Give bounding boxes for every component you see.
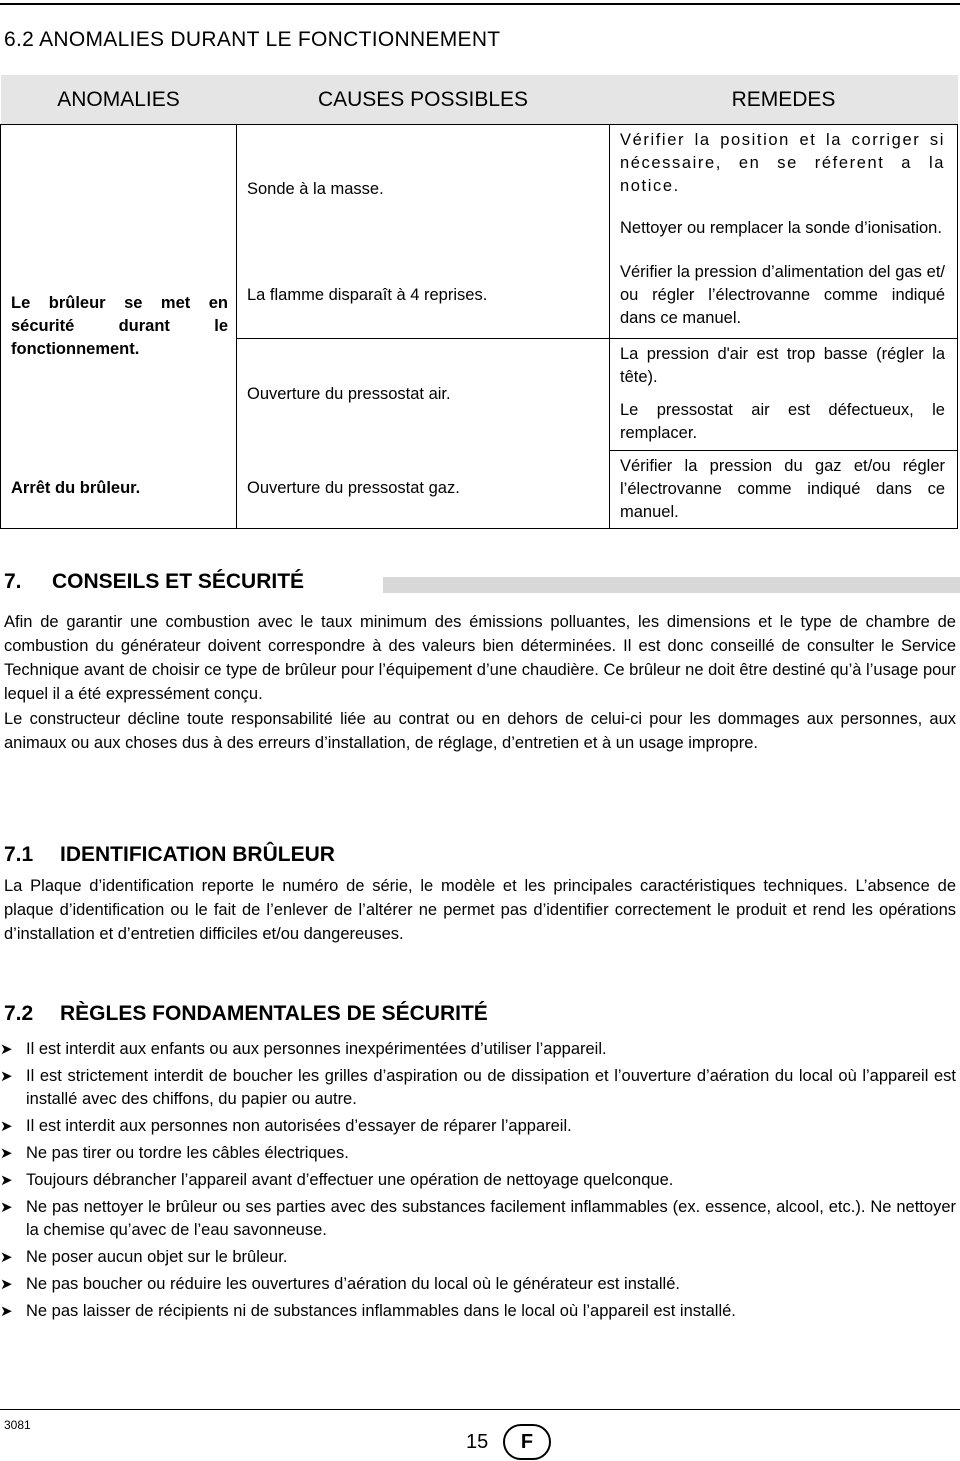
remedy-cell: Nettoyer ou remplacer la sonde d’ionisation. <box>610 202 958 254</box>
arrow-bullet-icon: ➤ <box>0 1303 13 1320</box>
footer-rule <box>0 1409 960 1410</box>
table-header-row <box>1 75 958 125</box>
list-item: ➤ Il est interdit aux personnes non autorisées d’essayer de réparer l’appareil. <box>0 1115 956 1138</box>
top-rule <box>0 3 960 5</box>
remedy-cell: Vérifier la pression d’alimentation del gas et/ ou régler l’électrovanne comme indiqué dans ce manuel. <box>610 254 958 338</box>
anomaly-cell <box>1 125 237 451</box>
section-7-heading <box>4 570 304 594</box>
section-7-2-heading <box>4 1002 488 1026</box>
arrow-bullet-icon: ➤ <box>0 1118 13 1135</box>
section-title: CONSEILS ET SÉCURITÉ <box>52 570 305 593</box>
arrow-bullet-icon: ➤ <box>0 1276 13 1293</box>
list-item: ➤ Il est strictement interdit de boucher les grilles d’aspiration ou de dissipation et l’ouverture d’aération du local où l’appareil est installé avec des chiffons, du papier ou autre. <box>0 1067 956 1108</box>
section-number: 7. <box>4 570 22 593</box>
anomaly-cell: Arrêt du brûleur. <box>1 450 237 528</box>
header-anomalies: ANOMALIES <box>1 75 237 125</box>
section-number: 7.2 <box>4 1002 34 1025</box>
page-number: 15 <box>466 1431 489 1453</box>
section-7-1-heading <box>4 843 335 867</box>
document-code: 3081 <box>4 1418 31 1432</box>
heading-bar <box>383 577 960 593</box>
remedy-cell: Vérifier la position et la corriger si nécessaire, en se réferent a la notice. <box>610 125 958 203</box>
remedy-cell: La pression d'air est trop basse (régler la tête). <box>610 338 958 394</box>
list-item: ➤ Ne pas laisser de récipients ni de substances inflammables dans le local où l’appareil est installé. <box>0 1300 956 1323</box>
paragraph: Le constructeur décline toute responsabilité liée au contrat ou en dehors de celui-ci pour les dommages aux personnes, aux animaux ou aux choses dus à des erreurs d’installation, de réglage, d’entretien et à un usage impropre. <box>4 710 956 752</box>
paragraph: La Plaque d’identification reporte le numéro de série, le modèle et les principales caractéristiques techniques. L’absence de plaque d’identification ou le fait de l’enlever de l’altérer ne permet pas d’identifier correctement le produit et rend les opérations d’installation et d’entretien difficiles et/ou dangereuses. <box>4 877 956 943</box>
section-title: 6.2 ANOMALIES DURANT LE FONCTIONNEMENT <box>4 28 501 51</box>
section-title: RÈGLES FONDAMENTALES DE SÉCURITÉ <box>60 1002 488 1025</box>
list-item: ➤ Ne pas boucher ou réduire les ouvertures d’aération du local où le générateur est installé. <box>0 1273 956 1296</box>
list-item: ➤ Ne poser aucun objet sur le brûleur. <box>0 1246 956 1269</box>
table-row <box>1 450 958 528</box>
remedy-cell: Vérifier la pression du gaz et/ou régler l’électrovanne comme indiqué dans ce manuel. <box>610 450 958 528</box>
header-remedes: REMEDES <box>610 75 958 125</box>
header-causes: CAUSES POSSIBLES <box>237 75 610 125</box>
anomaly-text: Le brûleur se met en sécurité durant le fonctionnement. <box>11 294 228 358</box>
arrow-bullet-icon: ➤ <box>0 1068 13 1085</box>
section-title: IDENTIFICATION BRÛLEUR <box>60 843 335 866</box>
arrow-bullet-icon: ➤ <box>0 1249 13 1266</box>
cause-cell: Ouverture du pressostat gaz. <box>237 450 610 528</box>
arrow-bullet-icon: ➤ <box>0 1199 13 1216</box>
list-item: ➤ Ne pas nettoyer le brûleur ou ses parties avec des substances facilement inflammables (ex. essence, alcool, etc.). Ne nettoyer la chemise qu’avec de l’eau savonneuse. <box>0 1198 956 1239</box>
anomalies-table <box>0 75 958 529</box>
arrow-bullet-icon: ➤ <box>0 1041 13 1058</box>
arrow-bullet-icon: ➤ <box>0 1145 13 1162</box>
paragraph: Afin de garantir une combustion avec le taux minimum des émissions polluantes, les dimensions et le type de chambre de combustion du générateur doivent correspondre à des valeurs bien déterminées. Il est donc conseillé de consulter le Service Technique avant de choisir ce type de brûleur pour l’équipement d’une chaudière. Ce brûleur ne doit être destiné qu’à l’usage pour lequel il a été expressément conçu. <box>4 613 956 703</box>
remedy-cell: Le pressostat air est défectueux, le remplacer. <box>610 394 958 450</box>
list-item: ➤ Ne pas tirer ou tordre les câbles électriques. <box>0 1142 956 1165</box>
section-number: 7.1 <box>4 843 34 866</box>
language-badge: F <box>503 1424 551 1460</box>
cause-cell: Ouverture du pressostat air. <box>237 338 610 450</box>
table-row <box>1 125 958 203</box>
list-item: ➤ Toujours débrancher l’appareil avant d’effectuer une opération de nettoyage quelconque. <box>0 1169 956 1192</box>
cause-cell: La flamme disparaît à 4 reprises. <box>237 254 610 338</box>
list-item: ➤ Il est interdit aux enfants ou aux personnes inexpérimentées d’utiliser l’appareil. <box>0 1038 956 1061</box>
cause-cell: Sonde à la masse. <box>237 125 610 255</box>
safety-rules-list <box>0 1038 956 1327</box>
arrow-bullet-icon: ➤ <box>0 1172 13 1189</box>
